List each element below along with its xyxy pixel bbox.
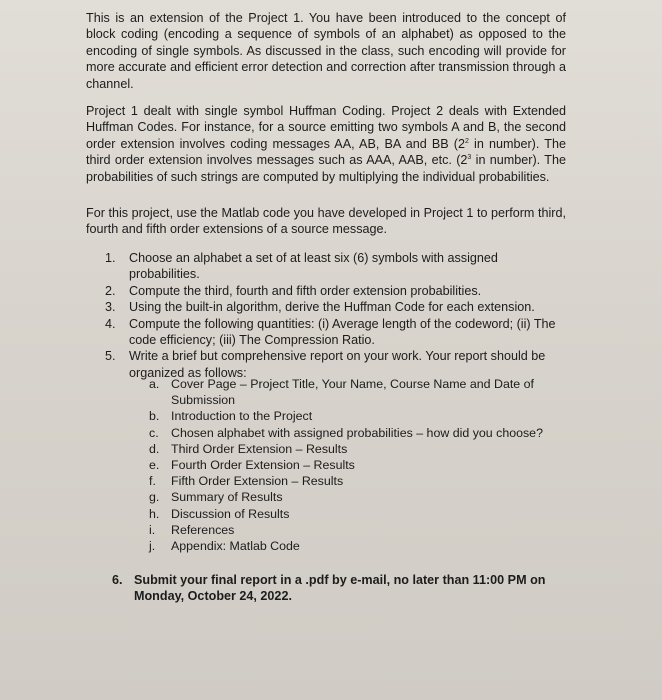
report-section-item xyxy=(149,538,559,554)
report-sections-list xyxy=(149,376,559,554)
section-letter: e. xyxy=(149,458,160,473)
section-text: Appendix: Matlab Code xyxy=(171,539,300,554)
report-section-item xyxy=(149,522,559,538)
task-item xyxy=(105,316,567,349)
section-text: Fifth Order Extension – Results xyxy=(171,474,344,489)
report-section-item xyxy=(149,408,559,424)
p2-text-c: in number). The probabilities of such strings are computed by multiplying the individual probabilities. xyxy=(86,153,566,184)
p2-superscript-2: 3 xyxy=(467,154,472,162)
task-number: 5. xyxy=(105,349,116,364)
section-text: Fourth Order Extension – Results xyxy=(171,458,355,473)
task-list xyxy=(105,250,567,381)
section-letter: d. xyxy=(149,441,160,456)
instructions-paragraph: For this project, use the Matlab code you have developed in Project 1 to perform third, fourth and fifth order extensions of a source message. xyxy=(86,206,566,237)
p2-text-a: Project 1 dealt with single symbol Huffman Coding. Project 2 deals with Extended Huffman Codes. For instance, for a source emitting two symbols A and B, the second order extension involves coding messages AA, AB, BA and BB (2 xyxy=(86,104,566,151)
section-letter: j. xyxy=(149,539,156,554)
task-text: Write a brief but comprehensive report on your work. Your report should be organized as follows: xyxy=(129,349,546,380)
task-text: Compute the third, fourth and fifth order extension probabilities. xyxy=(129,283,482,298)
report-section-item xyxy=(149,425,559,441)
section-letter: f. xyxy=(149,474,156,489)
p2-superscript-1: 2 xyxy=(465,137,469,145)
task-text: Choose an alphabet a set of at least six (6) symbols with assigned probabilities. xyxy=(129,251,498,282)
report-section-item xyxy=(149,376,559,408)
section-text: Cover Page – Project Title, Your Name, Course Name and Date of Submission xyxy=(171,377,534,408)
project-description-paragraph xyxy=(86,103,566,185)
submission-instruction xyxy=(112,572,589,605)
task-item xyxy=(105,250,567,283)
section-letter: i. xyxy=(149,522,156,537)
section-text: Third Order Extension – Results xyxy=(171,441,348,456)
p2-text-b: in number). The third order extension involves messages such as AAA, AAB, etc. (2 xyxy=(86,136,566,168)
section-letter: g. xyxy=(149,490,160,505)
task-item xyxy=(105,283,567,299)
report-section-item xyxy=(149,506,559,522)
task-text: Compute the following quantities: (i) Average length of the codeword; (ii) The code efficiency; (iii) The Compression Ratio. xyxy=(129,316,556,348)
section-text: Summary of Results xyxy=(171,490,283,505)
report-section-item xyxy=(149,473,559,489)
task-number: 2. xyxy=(105,283,116,298)
intro-paragraph: This is an extension of the Project 1. You have been introduced to the concept of block coding (encoding a sequence of symbols of an alphabet) as opposed to the encoding of single symbols. As discussed in the class, such encoding will provide for more accurate and efficient error detection and correction after transmission through a channel. xyxy=(86,11,566,91)
report-section-item xyxy=(149,441,559,457)
task-number: 1. xyxy=(105,251,116,265)
section-letter: h. xyxy=(149,506,160,521)
section-text: References xyxy=(171,522,235,537)
submission-text: Submit your final report in a .pdf by e-mail, no later than 11:00 PM on Monday, October 24, 2022. xyxy=(134,573,546,604)
report-section-item xyxy=(149,457,559,473)
section-text: Discussion of Results xyxy=(171,506,290,521)
section-letter: c. xyxy=(149,425,159,440)
section-text: Chosen alphabet with assigned probabilities – how did you choose? xyxy=(171,425,543,440)
task-item xyxy=(105,299,567,315)
section-letter: a. xyxy=(149,377,160,391)
task-text: Using the built-in algorithm, derive the Huffman Code for each extension. xyxy=(129,300,535,315)
submission-number: 6. xyxy=(112,573,123,587)
task-number: 4. xyxy=(105,316,116,331)
report-section-item xyxy=(149,489,559,505)
task-number: 3. xyxy=(105,300,116,315)
section-letter: b. xyxy=(149,409,160,424)
section-text: Introduction to the Project xyxy=(171,409,313,424)
